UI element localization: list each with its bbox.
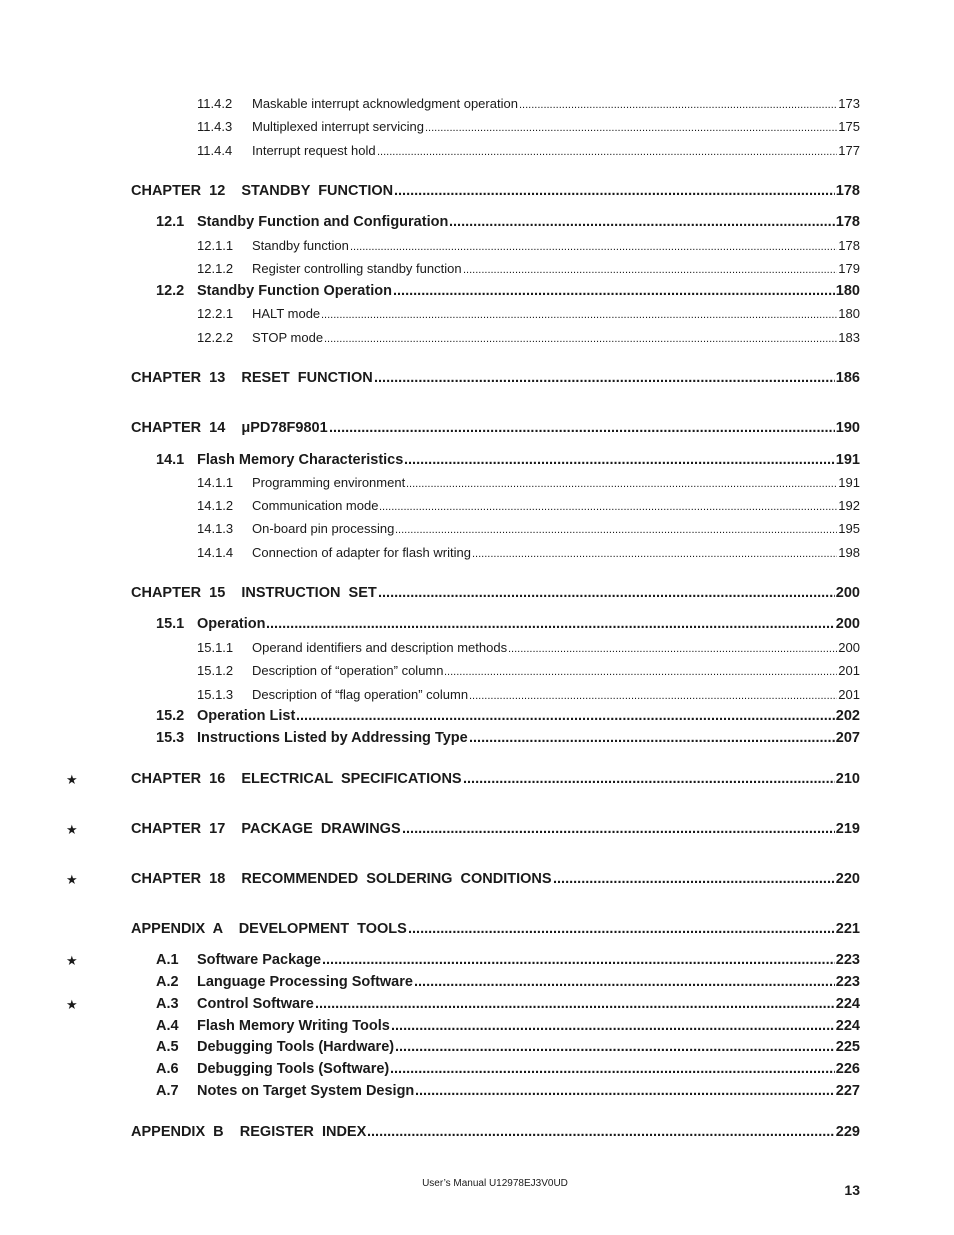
toc-entry-page: 190 (835, 420, 860, 436)
toc-entry-page: 200 (835, 616, 860, 632)
toc-entry-number: 12.1 (156, 214, 185, 230)
toc-subsection-entry (0, 498, 954, 514)
dot-leader (406, 475, 837, 492)
toc-entry-title: Description of “flag operation” column (252, 687, 469, 702)
revision-star-icon: ★ (66, 772, 78, 787)
toc-subsection-entry (0, 330, 954, 346)
toc-chapter-entry (0, 182, 954, 200)
toc-entry-page: 179 (838, 261, 860, 276)
toc-entry-number: 14.1.1 (197, 475, 234, 490)
toc-entry-page: 202 (835, 708, 860, 724)
toc-chapter-entry (0, 584, 954, 602)
toc-section-entry (0, 1060, 954, 1078)
dot-leader (393, 282, 835, 300)
toc-entry-number: A.7 (156, 1083, 179, 1099)
dot-leader (472, 545, 837, 562)
toc-entry-page: 200 (835, 585, 860, 601)
toc-entry-page: 180 (835, 283, 860, 299)
toc-subsection-entry (0, 261, 954, 277)
toc-entry-number: 14.1 (156, 452, 185, 468)
dot-leader (444, 663, 837, 680)
toc-subsection-entry (0, 475, 954, 491)
toc-entry-title: Debugging Tools (Software) (197, 1061, 390, 1077)
dot-leader (374, 369, 835, 387)
dot-leader (395, 1038, 835, 1056)
toc-entry-title: On-board pin processing (252, 521, 395, 536)
toc-entry-number: 15.1 (156, 616, 185, 632)
toc-entry-title: Operand identifiers and description methods (252, 640, 508, 655)
toc-entry-page: 229 (835, 1124, 860, 1140)
toc-entry-page: 178 (838, 238, 860, 253)
toc-chapter-entry (0, 870, 954, 888)
toc-section-entry (0, 1017, 954, 1035)
toc-entry-title: CHAPTER 13 RESET FUNCTION (131, 370, 373, 386)
toc-entry-page: 221 (835, 921, 860, 937)
dot-leader (553, 870, 835, 888)
toc-entry-number: A.5 (156, 1039, 179, 1055)
toc-entry-title: Standby Function Operation (197, 283, 392, 299)
toc-section-entry (0, 615, 954, 633)
toc-entry-number: 14.1.2 (197, 498, 234, 513)
dot-leader (266, 615, 835, 633)
toc-entry-page: 223 (835, 974, 860, 990)
toc-entry-title: Connection of adapter for flash writing (252, 545, 471, 560)
dot-leader (378, 584, 835, 602)
toc-section-entry (0, 707, 954, 725)
toc-entry-title: Operation List (197, 708, 296, 724)
toc-entry-page: 224 (835, 1018, 860, 1034)
toc-entry-page: 227 (835, 1083, 860, 1099)
toc-entry-title: APPENDIX A DEVELOPMENT TOOLS (131, 921, 407, 937)
toc-section-entry (0, 951, 954, 969)
dot-leader (315, 995, 835, 1013)
toc-entry-title: CHAPTER 14 μPD78F9801 (131, 420, 328, 436)
toc-chapter-entry (0, 920, 954, 938)
toc-entry-title: Programming environment (252, 475, 406, 490)
toc-entry-title: Operation (197, 616, 266, 632)
toc-chapter-entry (0, 770, 954, 788)
toc-entry-title: Notes on Target System Design (197, 1083, 415, 1099)
dot-leader (519, 96, 837, 113)
toc-section-entry (0, 282, 954, 300)
dot-leader (324, 330, 837, 347)
toc-entry-title: Software Package (197, 952, 322, 968)
toc-entry-title: Flash Memory Characteristics (197, 452, 404, 468)
toc-section-entry (0, 729, 954, 747)
toc-entry-title: CHAPTER 12 STANDBY FUNCTION (131, 183, 394, 199)
dot-leader (377, 143, 837, 160)
toc-entry-page: 225 (835, 1039, 860, 1055)
footer-page-number: 13 (844, 1182, 860, 1198)
toc-entry-title: CHAPTER 18 RECOMMENDED SOLDERING CONDITIONS (131, 871, 552, 887)
toc-entry-number: A.4 (156, 1018, 179, 1034)
toc-entry-page: 178 (835, 183, 860, 199)
dot-leader (367, 1123, 835, 1141)
dot-leader (390, 1060, 835, 1078)
dot-leader (329, 419, 835, 437)
toc-subsection-entry (0, 306, 954, 322)
dot-leader (394, 182, 835, 200)
toc-entry-page: 226 (835, 1061, 860, 1077)
toc-entry-number: 12.2.1 (197, 306, 234, 321)
toc-section-entry (0, 995, 954, 1013)
toc-subsection-entry (0, 96, 954, 112)
toc-entry-title: Description of “operation” column (252, 663, 444, 678)
revision-star-icon: ★ (66, 953, 78, 968)
toc-entry-number: A.6 (156, 1061, 179, 1077)
toc-entry-title: Language Processing Software (197, 974, 413, 990)
toc-section-entry (0, 1038, 954, 1056)
toc-subsection-entry (0, 238, 954, 254)
toc-entry-page: 195 (838, 521, 860, 536)
dot-leader (296, 707, 835, 725)
dot-leader (404, 451, 835, 469)
toc-subsection-entry (0, 521, 954, 537)
toc-entry-number: 11.4.2 (197, 96, 233, 111)
dot-leader (414, 973, 835, 991)
toc-entry-number: 11.4.3 (197, 119, 233, 134)
toc-chapter-entry (0, 1123, 954, 1141)
toc-entry-title: CHAPTER 15 INSTRUCTION SET (131, 585, 377, 601)
revision-star-icon: ★ (66, 822, 78, 837)
toc-entry-page: 200 (838, 640, 860, 655)
toc-subsection-entry (0, 545, 954, 561)
dot-leader (322, 951, 835, 969)
dot-leader (395, 521, 837, 538)
toc-entry-title: Communication mode (252, 498, 379, 513)
revision-star-icon: ★ (66, 997, 78, 1012)
toc-entry-page: 201 (838, 663, 860, 678)
toc-entry-number: 11.4.4 (197, 143, 233, 158)
toc-chapter-entry (0, 419, 954, 437)
toc-entry-number: 15.1.1 (197, 640, 234, 655)
toc-entry-number: 12.2 (156, 283, 185, 299)
toc-entry-number: 12.1.1 (197, 238, 234, 253)
dot-leader (391, 1017, 835, 1035)
toc-entry-number: A.3 (156, 996, 179, 1012)
toc-chapter-entry (0, 820, 954, 838)
toc-entry-page: 219 (835, 821, 860, 837)
toc-entry-page: 191 (838, 475, 860, 490)
dot-leader (463, 261, 837, 278)
toc-entry-page: 177 (838, 143, 860, 158)
toc-entry-number: 14.1.3 (197, 521, 234, 536)
toc-entry-number: 12.2.2 (197, 330, 234, 345)
toc-entry-title: Standby Function and Configuration (197, 214, 449, 230)
dot-leader (415, 1082, 835, 1100)
dot-leader (425, 119, 837, 136)
toc-entry-number: A.1 (156, 952, 179, 968)
toc-entry-title: Register controlling standby function (252, 261, 462, 276)
toc-entry-title: APPENDIX B REGISTER INDEX (131, 1124, 367, 1140)
dot-leader (408, 920, 835, 938)
dot-leader (350, 238, 837, 255)
toc-entry-page: 183 (838, 330, 860, 345)
footer-manual-id: User’s Manual U12978EJ3V0UD (422, 1178, 568, 1189)
toc-entry-number: A.2 (156, 974, 179, 990)
dot-leader (469, 729, 835, 747)
dot-leader (402, 820, 835, 838)
dot-leader (449, 213, 835, 231)
dot-leader (321, 306, 837, 323)
toc-entry-title: HALT mode (252, 306, 321, 321)
toc-entry-title: Instructions Listed by Addressing Type (197, 730, 468, 746)
toc-entry-page: 224 (835, 996, 860, 1012)
toc-entry-page: 210 (835, 771, 860, 787)
toc-entry-number: 15.1.2 (197, 663, 234, 678)
toc-entry-title: Interrupt request hold (252, 143, 376, 158)
toc-entry-page: 186 (835, 370, 860, 386)
toc-entry-number: 12.1.2 (197, 261, 234, 276)
toc-section-entry (0, 1082, 954, 1100)
toc-entry-title: Debugging Tools (Hardware) (197, 1039, 395, 1055)
toc-entry-title: Control Software (197, 996, 314, 1012)
toc-entry-title: STOP mode (252, 330, 324, 345)
toc-subsection-entry (0, 687, 954, 703)
toc-entry-page: 192 (838, 498, 860, 513)
dot-leader (508, 640, 837, 657)
toc-entry-page: 207 (835, 730, 860, 746)
revision-star-icon: ★ (66, 872, 78, 887)
toc-subsection-entry (0, 640, 954, 656)
dot-leader (463, 770, 835, 788)
toc-entry-number: 14.1.4 (197, 545, 234, 560)
toc-entry-page: 191 (835, 452, 860, 468)
toc-entry-page: 198 (838, 545, 860, 560)
toc-entry-title: CHAPTER 17 PACKAGE DRAWINGS (131, 821, 401, 837)
toc-entry-title: Standby function (252, 238, 349, 253)
toc-entry-title: Flash Memory Writing Tools (197, 1018, 390, 1034)
toc-entry-title: Multiplexed interrupt servicing (252, 119, 424, 134)
toc-entry-page: 178 (835, 214, 860, 230)
toc-entry-title: Maskable interrupt acknowledgment operation (252, 96, 518, 111)
toc-entry-page: 180 (838, 306, 860, 321)
toc-entry-page: 220 (835, 871, 860, 887)
toc-section-entry (0, 973, 954, 991)
toc-subsection-entry (0, 119, 954, 135)
toc-section-entry (0, 451, 954, 469)
toc-subsection-entry (0, 663, 954, 679)
dot-leader (469, 687, 837, 704)
toc-entry-number: 15.1.3 (197, 687, 234, 702)
toc-chapter-entry (0, 369, 954, 387)
toc-entry-page: 223 (835, 952, 860, 968)
toc-entry-page: 175 (838, 119, 860, 134)
toc-entry-page: 201 (838, 687, 860, 702)
toc-entry-page: 173 (838, 96, 860, 111)
toc-entry-number: 15.3 (156, 730, 185, 746)
dot-leader (379, 498, 837, 515)
toc-section-entry (0, 213, 954, 231)
toc-subsection-entry (0, 143, 954, 159)
toc-entry-number: 15.2 (156, 708, 185, 724)
toc-entry-title: CHAPTER 16 ELECTRICAL SPECIFICATIONS (131, 771, 462, 787)
